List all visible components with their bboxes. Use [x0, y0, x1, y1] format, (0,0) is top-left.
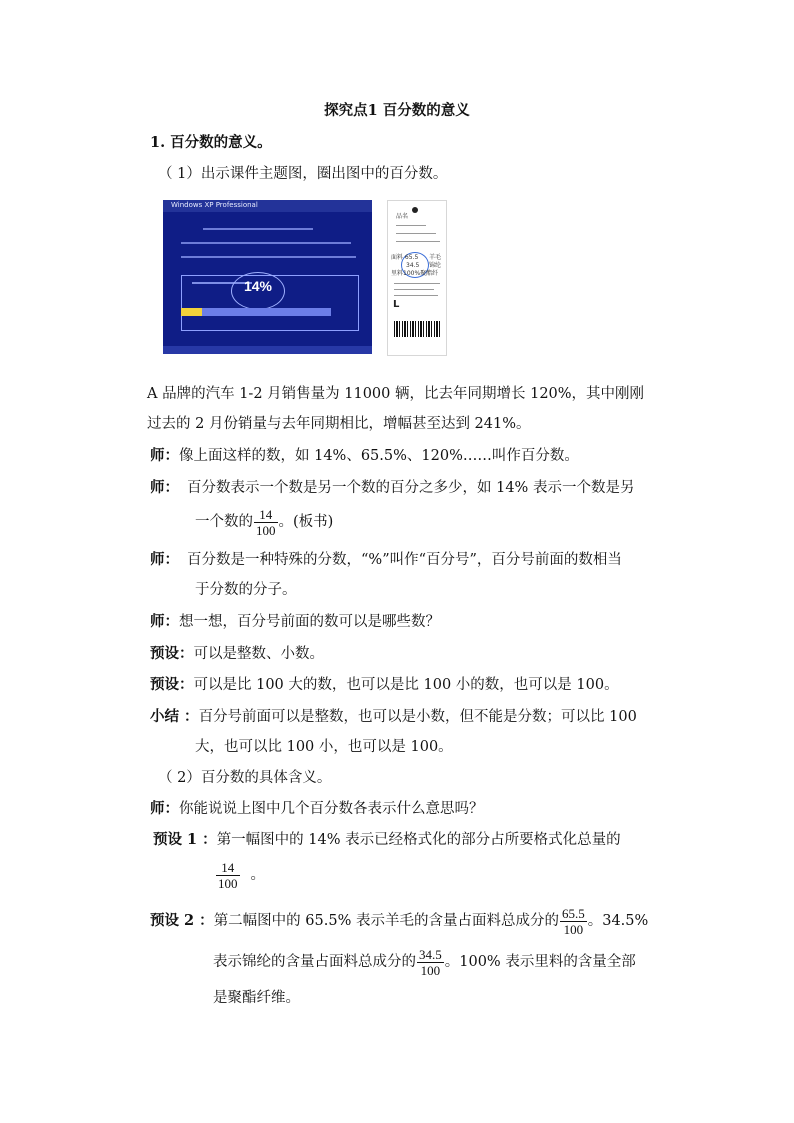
preset-answer-2-line-2 — [213, 945, 636, 979]
tag-hole — [412, 207, 418, 213]
preset-answer-1 — [153, 830, 621, 850]
speaker-label: 师： — [150, 447, 179, 464]
dialogue-text: 像上面这样的数，如 14%、65.5%、120%……叫作百分数。 — [179, 448, 579, 464]
dialogue-teacher-5 — [150, 799, 484, 819]
dialogue-text: 想一想，百分号前面的数可以是哪些数？ — [179, 614, 440, 630]
fraction — [560, 906, 587, 937]
dialogue-text: 。(板书) — [278, 514, 334, 530]
formatting-screenshot-image: Windows XP Professional 14% — [163, 200, 372, 354]
dialogue-text: 第二幅图中的 65.5% 表示羊毛的含量占面料总成分的 — [213, 913, 559, 929]
summary-line-2: 大，也可以比 100 小，也可以是 100。 — [195, 739, 453, 755]
speaker-label: 预设 2 ： — [150, 912, 214, 929]
dialogue-preset-1 — [150, 644, 324, 664]
preset-answer-2-line-1 — [150, 904, 648, 938]
fraction-denominator: 100 — [256, 522, 276, 538]
dialogue-text: 。100% 表示里料的含量全部 — [444, 954, 636, 970]
dialogue-teacher-3 — [150, 550, 622, 570]
dialogue-text: 你能说说上图中几个百分数各表示什么意思吗？ — [179, 801, 484, 817]
summary-line-1 — [150, 707, 637, 727]
dialogue-text: 表示锦纶的含量占面料总成分的 — [213, 954, 416, 970]
speaker-label: 师： — [150, 551, 179, 568]
speaker-label: 预设： — [150, 645, 194, 662]
page-title: 探究点1 百分数的意义 — [324, 102, 470, 119]
tag-wool-label: 羊毛 — [429, 254, 442, 261]
tag-nylon-label: 锦纶 — [429, 262, 442, 269]
dialogue-text: 。 — [250, 867, 265, 883]
dialogue-teacher-3-cont: 于分数的分子。 — [195, 582, 297, 598]
progress-track — [181, 308, 331, 316]
dialogue-text: 可以是比 100 大的数，也可以是比 100 小的数，也可以是 100。 — [193, 677, 619, 693]
section-heading: 1. 百分数的意义。 — [150, 134, 272, 151]
dialogue-text: 一个数的 — [195, 514, 253, 530]
dialogue-text: 。34.5% — [587, 913, 649, 929]
preset-answer-2-line-3: 是聚酯纤维。 — [213, 990, 300, 1006]
tag-lining-line: 里料100%聚酯纤 — [391, 270, 439, 277]
fraction-denominator: 100 — [218, 875, 238, 891]
fraction-numerator: 34.5 — [419, 946, 442, 962]
paragraph-a-line-2: 过去的 2 月份销量与去年同期相比，增幅甚至达到 241%。 — [147, 416, 531, 432]
tag-name-label: 品名 — [396, 213, 409, 220]
fraction — [254, 507, 278, 538]
fraction-numerator: 14 — [216, 860, 240, 876]
paragraph-a-line-1: A 品牌的汽车 1-2 月销售量为 11000 辆，比去年同期增长 120%，其中刚刚 — [147, 386, 645, 402]
fraction-numerator: 14 — [254, 507, 278, 523]
dialogue-text: 百分数是一种特殊的分数，“%”叫作“百分号”，百分号前面的数相当 — [187, 552, 622, 568]
item-2-text: （ 2）百分数的具体含义。 — [158, 770, 332, 786]
fraction-numerator: 65.5 — [561, 905, 585, 921]
preset-answer-1-fraction-line — [215, 855, 265, 895]
barcode-icon — [394, 321, 440, 337]
dialogue-teacher-2 — [150, 478, 634, 498]
fraction-denominator: 100 — [563, 921, 584, 937]
tag-nylon-value: 34.5 — [406, 262, 420, 269]
speaker-label: 师： — [150, 800, 179, 817]
dialogue-teacher-2-cont — [195, 505, 333, 539]
speaker-label: 预设： — [150, 676, 194, 693]
progress-fill — [181, 308, 202, 316]
fraction — [417, 947, 444, 978]
speaker-label: 预设 1 ： — [153, 831, 217, 848]
tag-size-label: L — [393, 299, 400, 310]
dialogue-text: 百分数表示一个数是另一个数的百分之多少，如 14% 表示一个数是另 — [187, 480, 635, 496]
progress-percent-label: 14% — [243, 278, 273, 294]
fraction — [216, 860, 240, 891]
fraction-denominator: 100 — [420, 962, 441, 978]
dialogue-teacher-4 — [150, 612, 440, 632]
dialogue-text: 第一幅图中的 14% 表示已经格式化的部分占所要格式化总量的 — [216, 832, 621, 848]
dialogue-preset-2 — [150, 675, 619, 695]
speaker-label: 师： — [150, 479, 179, 496]
speaker-label: 师： — [150, 613, 179, 630]
dialogue-teacher-1 — [150, 446, 579, 466]
clothing-tag-image — [387, 200, 447, 356]
item-1-text: （ 1）出示课件主题图，圈出图中的百分数。 — [158, 166, 448, 182]
tag-fabric-line: 面料 65.5 — [391, 254, 419, 261]
dialogue-text: 百分号前面可以是整数，也可以是小数，但不能是分数；可以比 100 — [198, 709, 637, 725]
speaker-label: 小结 ： — [150, 708, 199, 725]
dialogue-text: 可以是整数、小数。 — [193, 646, 324, 662]
